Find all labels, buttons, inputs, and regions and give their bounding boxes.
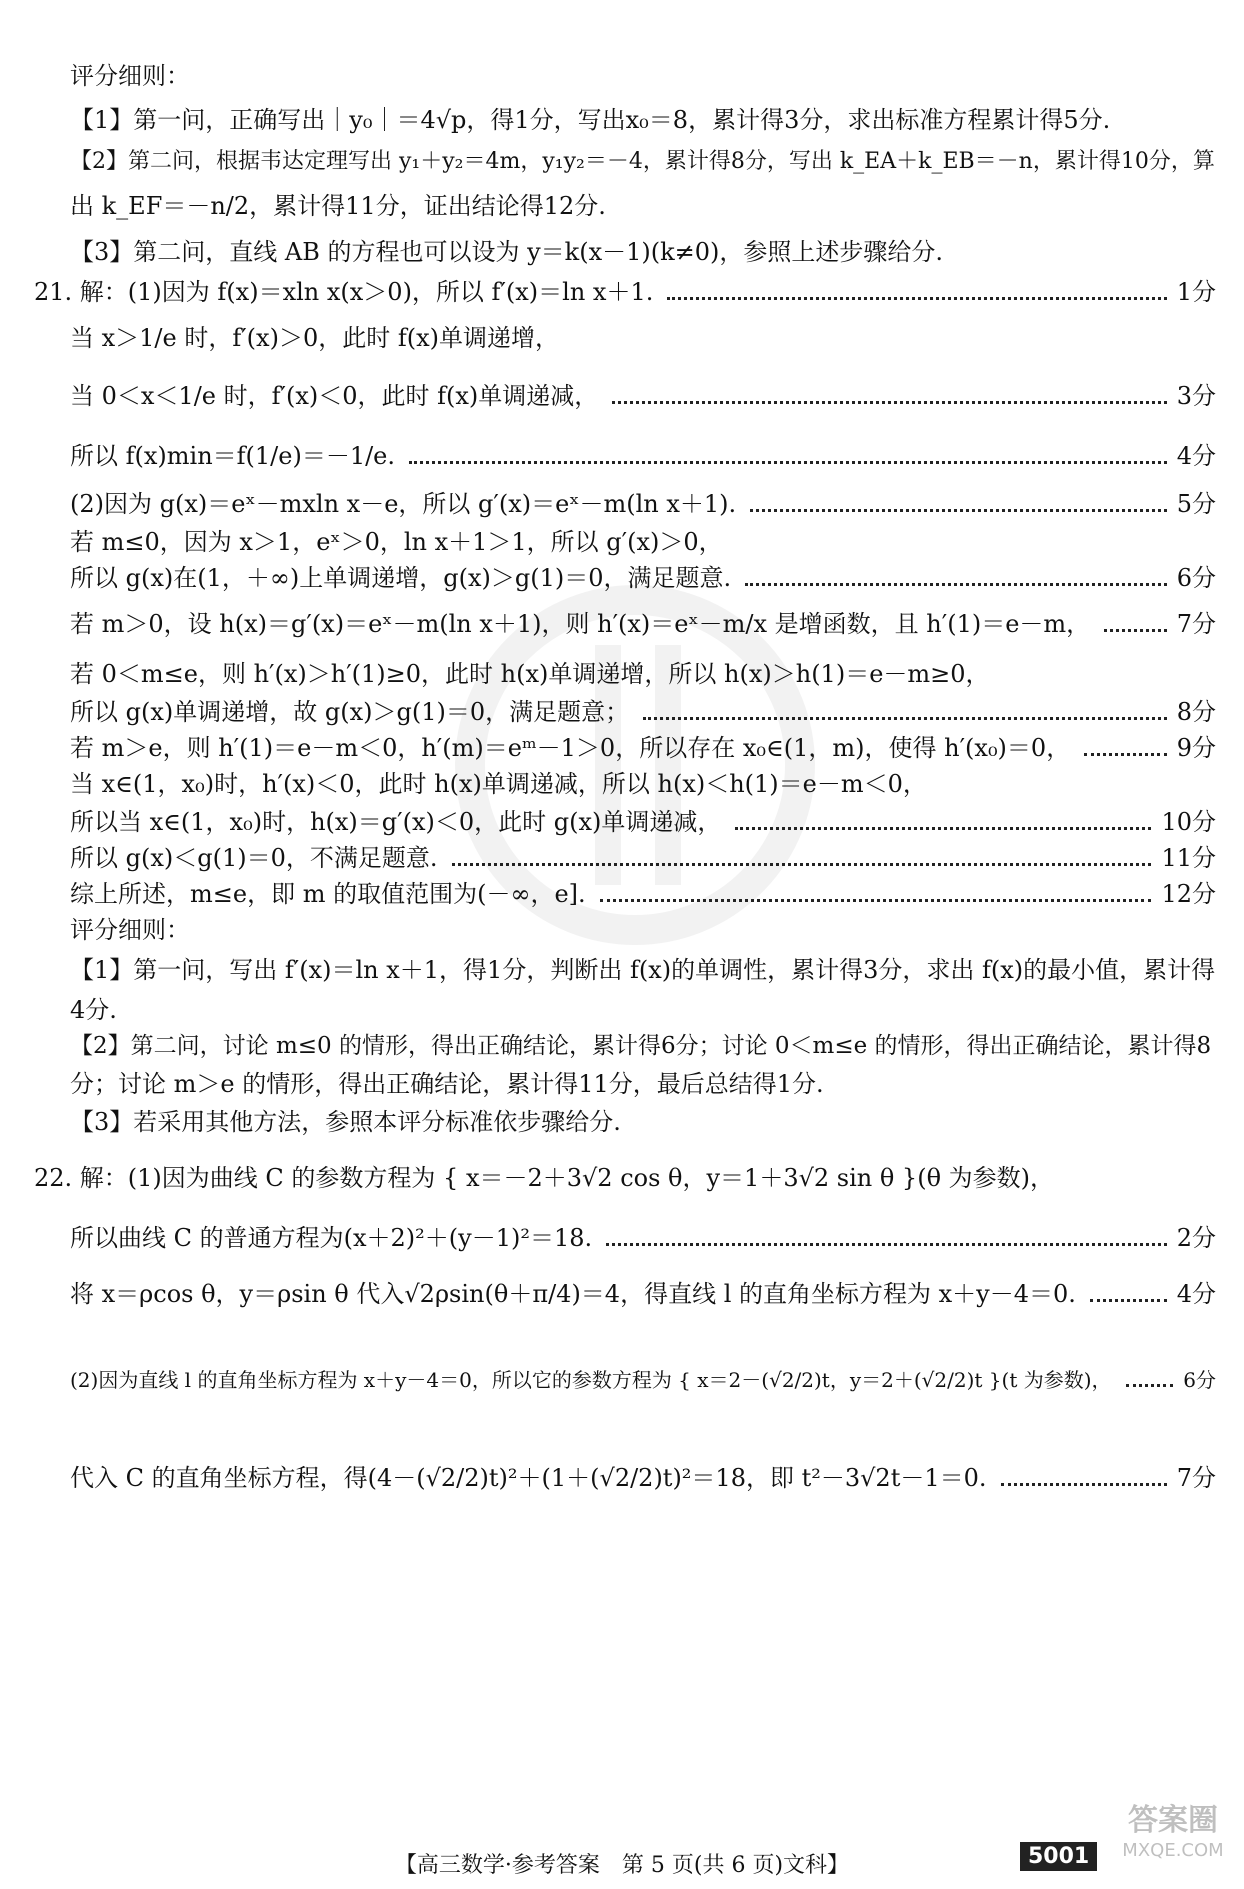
leader-dots	[409, 461, 1167, 464]
site-watermark-title: 答案圈	[1128, 1803, 1218, 1838]
grading-item: 出 k_EF＝－n/2，累计得11分，证出结论得12分.	[70, 192, 606, 220]
score-label: 2分	[1176, 1224, 1216, 1252]
grading-item: 4分.	[70, 996, 117, 1024]
solution-line: 当 0＜x＜1/e 时，f′(x)＜0，此时 f(x)单调递减， 3分	[70, 382, 1216, 410]
grading-item: 【3】第二问，直线 AB 的方程也可以设为 y＝k(x－1)(k≠0)，参照上述步骤给分.	[70, 238, 944, 266]
score-label: 12分	[1161, 880, 1216, 908]
solution-line: 22. 解：(1)因为曲线 C 的参数方程为 { x＝－2＋3√2 cos θ，y＝1＋3√2 sin θ }(θ 为参数)，	[34, 1164, 1055, 1192]
solution-line: 所以 g(x)＜g(1)＝0，不满足题意. 11分	[70, 844, 1216, 872]
leader-dots	[1084, 753, 1167, 756]
grading-heading-1: 评分细则：	[70, 62, 190, 90]
grading-item: 【1】第一问，正确写出｜y₀｜＝4√p，得1分，写出x₀＝8，累计得3分，求出标准方程累计得5分.	[70, 106, 1111, 134]
grading-heading-2: 评分细则：	[70, 916, 190, 944]
leader-dots	[452, 863, 1152, 866]
leader-dots	[600, 899, 1152, 902]
leader-dots	[606, 1243, 1167, 1246]
leader-dots	[1126, 1384, 1174, 1387]
solution-line: 当 x∈(1，x₀)时，h′(x)＜0，此时 h(x)单调递减，所以 h(x)＜h(1)＝e－m＜0，	[70, 770, 927, 798]
page-code-badge: 5001	[1020, 1842, 1097, 1871]
solution-line: 所以当 x∈(1，x₀)时，h(x)＝g′(x)＜0，此时 g(x)单调递减， 10分	[70, 808, 1216, 836]
leader-dots	[667, 297, 1166, 300]
score-label: 10分	[1161, 808, 1216, 836]
solution-line: 21. 解：(1)因为 f(x)＝xln x(x＞0)，所以 f′(x)＝ln x＋1. 1分	[34, 278, 1216, 306]
score-label: 6分	[1176, 564, 1216, 592]
solution-line: 所以 g(x)在(1，＋∞)上单调递增，g(x)＞g(1)＝0，满足题意. 6分	[70, 564, 1216, 592]
score-label: 6分	[1183, 1368, 1216, 1392]
solution-line: (2)因为直线 l 的直角坐标方程为 x＋y－4＝0，所以它的参数方程为 { x＝2－(√2/2)t，y＝2＋(√2/2)t }(t 为参数)， 6分	[70, 1364, 1216, 1396]
solution-line: 将 x＝ρcos θ，y＝ρsin θ 代入√2ρsin(θ＋π/4)＝4，得直线 l 的直角坐标方程为 x＋y－4＝0. 4分	[70, 1280, 1216, 1308]
site-watermark	[1118, 1803, 1228, 1876]
site-watermark-url: MXQE.COM	[1122, 1840, 1224, 1861]
grading-item: 【3】若采用其他方法，参照本评分标准依步骤给分.	[70, 1108, 621, 1136]
score-label: 4分	[1176, 1280, 1216, 1308]
score-label: 3分	[1176, 382, 1216, 410]
score-label: 8分	[1176, 698, 1216, 726]
grading-item: 【1】第一问，写出 f′(x)＝ln x＋1，得1分，判断出 f(x)的单调性，累计得3分，求出 f(x)的最小值，累计得	[70, 956, 1216, 984]
solution-line: 当 x＞1/e 时，f′(x)＞0，此时 f(x)单调递增，	[70, 324, 559, 352]
score-label: 9分	[1176, 734, 1216, 762]
solution-line: 代入 C 的直角坐标方程，得(4－(√2/2)t)²＋(1＋(√2/2)t)²＝18，即 t²－3√2t－1＝0. 7分	[70, 1464, 1216, 1492]
solution-line: 综上所述，m≤e，即 m 的取值范围为(－∞，e]. 12分	[70, 880, 1216, 908]
grading-item: 【2】第二问，讨论 m≤0 的情形，得出正确结论，累计得6分；讨论 0＜m≤e 的情形，得出正确结论，累计得8	[70, 1033, 1212, 1059]
score-label: 4分	[1176, 442, 1216, 470]
leader-dots	[1090, 1299, 1167, 1302]
solution-line: 所以 f(x)min＝f(1/e)＝－1/e. 4分	[70, 442, 1216, 470]
page-footer: 【高三数学·参考答案 第 5 页(共 6 页)文科】	[394, 1853, 850, 1878]
leader-dots	[745, 583, 1167, 586]
score-label: 11分	[1161, 844, 1216, 872]
solution-line: 若 0＜m≤e，则 h′(x)＞h′(1)≥0，此时 h(x)单调递增，所以 h(x)＞h(1)＝e－m≥0，	[70, 660, 990, 688]
solution-line: 若 m＞e，则 h′(1)＝e－m＜0，h′(m)＝eᵐ－1＞0，所以存在 x₀∈(1，m)，使得 h′(x₀)＝0， 9分	[70, 734, 1216, 762]
solution-line: 若 m≤0，因为 x＞1，eˣ＞0，ln x＋1＞1，所以 g′(x)＞0，	[70, 528, 723, 556]
grading-item: 【2】第二问，根据韦达定理写出 y₁＋y₂＝4m，y₁y₂＝－4，累计得8分，写出 k_EA＋k_EB＝－n，累计得10分，算	[70, 149, 1215, 174]
solution-line: 若 m＞0，设 h(x)＝g′(x)＝eˣ－m(ln x＋1)，则 h′(x)＝eˣ－m/x 是增函数，且 h′(1)＝e－m， 7分	[70, 610, 1216, 638]
leader-dots	[612, 401, 1166, 404]
solution-line: 所以 g(x)单调递增，故 g(x)＞g(1)＝0，满足题意； 8分	[70, 698, 1216, 726]
leader-dots	[750, 509, 1167, 512]
leader-dots	[1104, 629, 1167, 632]
score-label: 1分	[1176, 278, 1216, 306]
leader-dots	[643, 717, 1167, 720]
score-label: 7分	[1176, 1464, 1216, 1492]
score-label: 7分	[1176, 610, 1216, 638]
score-label: 5分	[1176, 490, 1216, 518]
solution-line: 所以曲线 C 的普通方程为(x＋2)²＋(y－1)²＝18. 2分	[70, 1224, 1216, 1252]
solution-line: (2)因为 g(x)＝eˣ－mxln x－e，所以 g′(x)＝eˣ－m(ln x＋1). 5分	[70, 490, 1216, 518]
leader-dots	[1001, 1483, 1167, 1486]
grading-item: 分；讨论 m＞e 的情形，得出正确结论，累计得11分，最后总结得1分.	[70, 1070, 824, 1098]
leader-dots	[735, 827, 1151, 830]
